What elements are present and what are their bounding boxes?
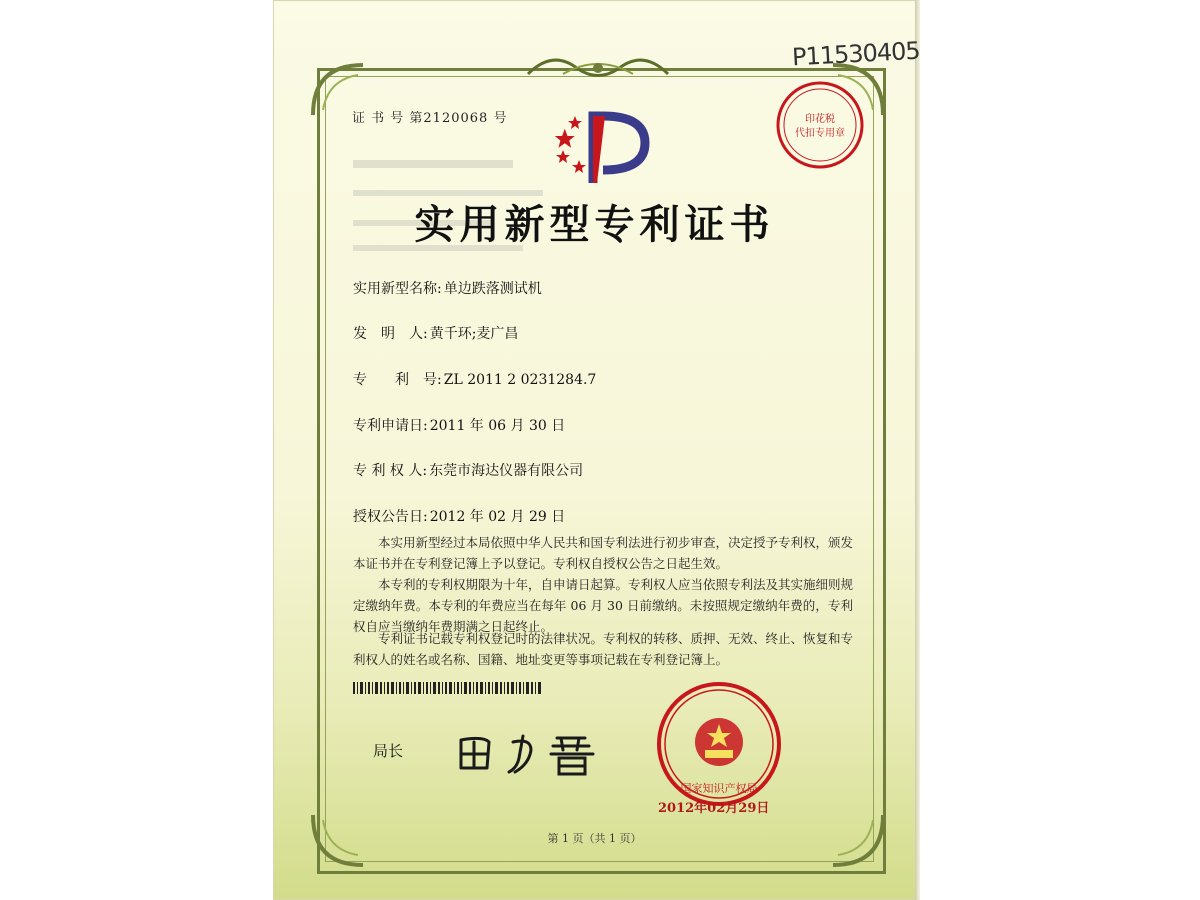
certificate-number: 证 书 号 第2120068 号 bbox=[352, 111, 508, 126]
certificate-paper bbox=[273, 0, 921, 900]
top-ornament-icon bbox=[523, 44, 673, 84]
patent-office-logo-icon bbox=[545, 108, 655, 188]
certificate-title: 实用新型专利证书 bbox=[414, 201, 775, 248]
field-grant-date: 授权公告日: 2012 年 02 月 29 日 bbox=[353, 509, 566, 525]
page-number: 第 1 页（共 1 页） bbox=[547, 832, 642, 845]
field-utility-name: 实用新型名称: 单边跌落测试机 bbox=[353, 281, 542, 297]
field-patent-number: 专 利 号: ZL 2011 2 0231284.7 bbox=[353, 372, 597, 388]
seal-date: 2012年02月29日 bbox=[658, 801, 770, 816]
paragraph-term: 本专利的专利权期限为十年，自申请日起算。专利权人应当依照专利法及其实施细则规定缴纳年费。本专利的年费应当在每年 06 月 30 日前缴纳。未按照规定缴纳年费的，专利权自应当缴纳年费期满之日起终止。 bbox=[353, 577, 854, 634]
field-patentee: 专 利 权 人: 东莞市海达仪器有限公司 bbox=[353, 463, 584, 479]
director-label: 局长 bbox=[373, 742, 404, 760]
barcode bbox=[353, 682, 543, 694]
tax-seal bbox=[773, 78, 868, 173]
svg-text:印花税: 印花税 bbox=[805, 114, 835, 125]
field-inventors: 发 明 人: 黄千环;麦广昌 bbox=[353, 326, 519, 342]
director-signature bbox=[453, 728, 613, 778]
paper-edge bbox=[915, 0, 920, 900]
svg-text:国家知识产权局: 国家知识产权局 bbox=[680, 782, 758, 795]
official-seal bbox=[655, 680, 783, 808]
handwritten-note: P11530405 bbox=[791, 36, 921, 72]
svg-text:代扣专用章: 代扣专用章 bbox=[795, 128, 845, 139]
paragraph-grant: 本实用新型经过本局依照中华人民共和国专利法进行初步审查，决定授予专利权，颁发本证书并在专利登记簿上予以登记。专利权自授权公告之日起生效。 bbox=[353, 535, 854, 571]
paragraph-legal-status: 专利证书记载专利权登记时的法律状况。专利权的转移、质押、无效、终止、恢复和专利权人的姓名或名称、国籍、地址变更等事项记载在专利登记簿上。 bbox=[353, 631, 854, 667]
field-application-date: 专利申请日: 2011 年 06 月 30 日 bbox=[353, 418, 566, 434]
